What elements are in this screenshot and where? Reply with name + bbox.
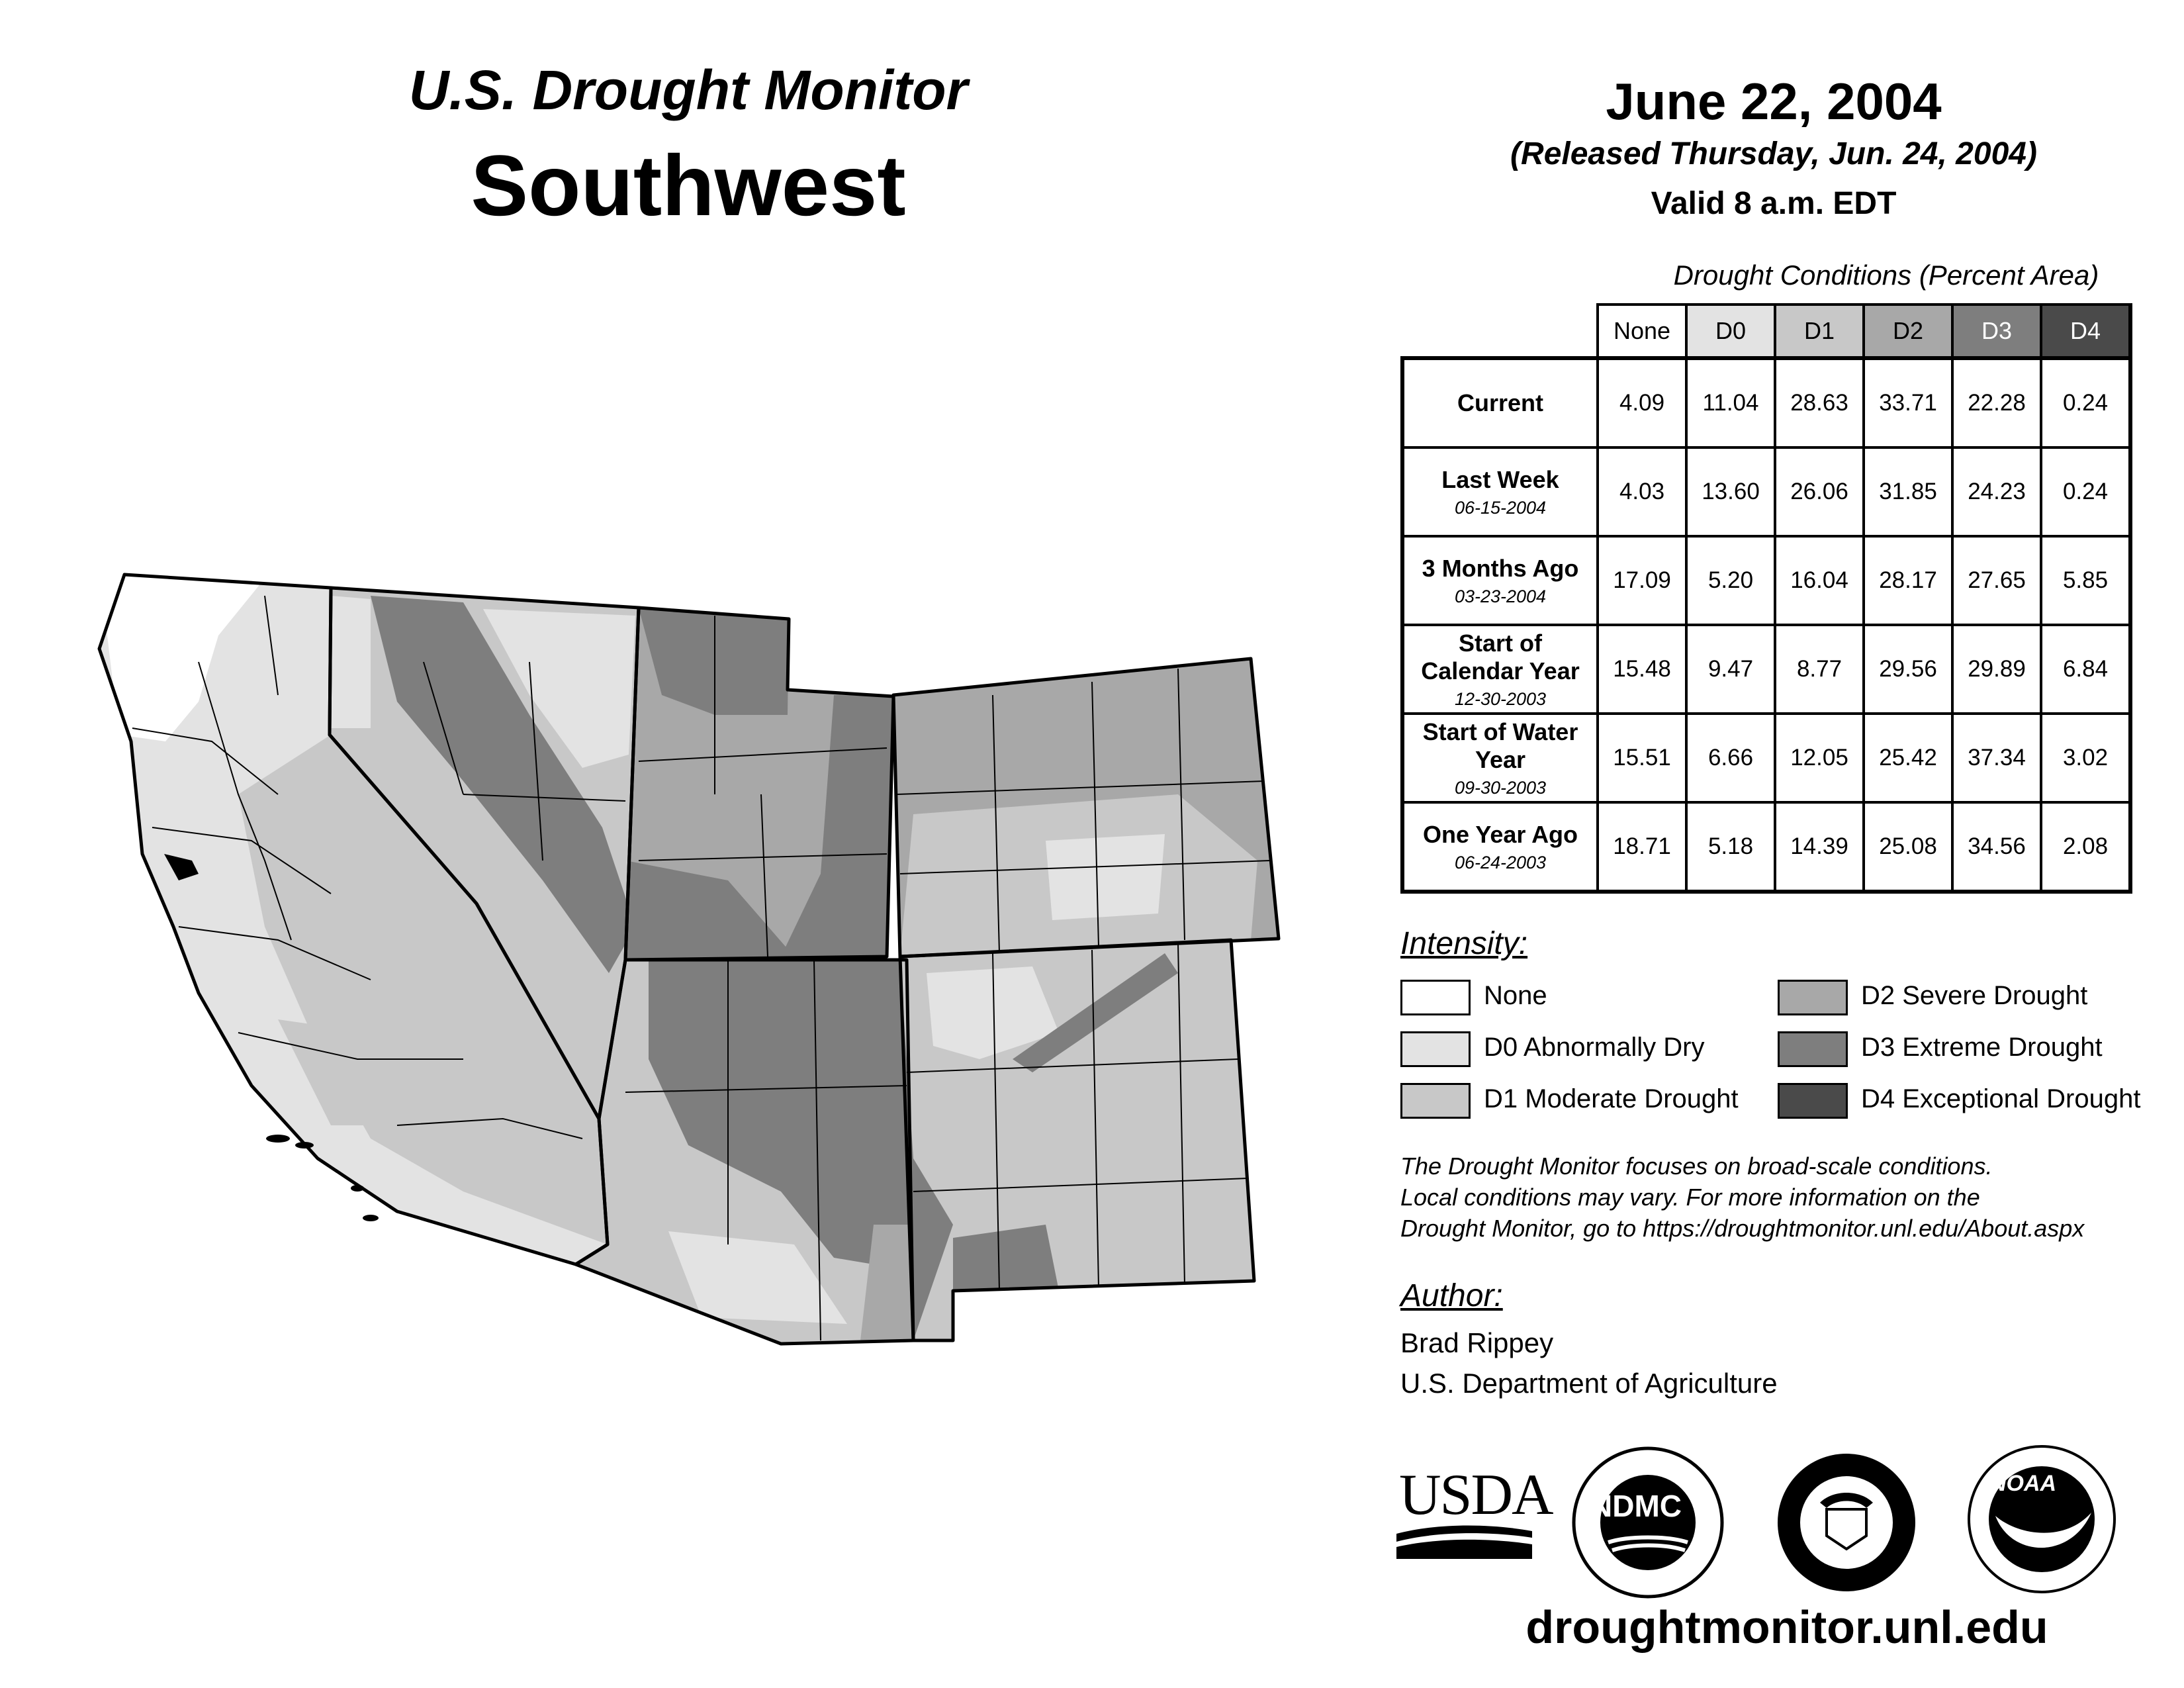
table-cell: 6.66 <box>1686 714 1775 802</box>
table-cell: 25.42 <box>1864 714 1952 802</box>
legend-swatch <box>1400 1083 1471 1119</box>
legend-title: Intensity: <box>1400 926 1528 961</box>
row-label: One Year Ago 06-24-2003 <box>1402 802 1598 892</box>
legend-label: D0 Abnormally Dry <box>1484 1033 1705 1062</box>
table-cell: 3.02 <box>2041 714 2130 802</box>
table-cell: 18.71 <box>1598 802 1686 892</box>
legend-swatch <box>1778 980 1848 1015</box>
table-row <box>1402 802 2130 892</box>
table-cell: 5.20 <box>1686 536 1775 625</box>
title-line: U.S. Drought Monitor <box>408 59 968 121</box>
table-cell: 9.47 <box>1686 625 1775 714</box>
drought-conditions-table <box>1400 303 2132 894</box>
table-row <box>1402 447 2130 536</box>
table-cell: 34.56 <box>1952 802 2041 892</box>
table-cell: 13.60 <box>1686 447 1775 536</box>
table-header-row <box>1402 305 2130 358</box>
table-row <box>1402 714 2130 802</box>
table-cell: 22.28 <box>1952 358 2041 447</box>
legend-label: D4 Exceptional Drought <box>1861 1084 2141 1113</box>
state-colorado <box>893 659 1279 957</box>
table-cell: 26.06 <box>1775 447 1864 536</box>
table-cell: 4.03 <box>1598 447 1686 536</box>
table-cell: 31.85 <box>1864 447 1952 536</box>
release-date: (Released Thursday, Jun. 24, 2004) <box>1510 136 2037 171</box>
map-date: June 22, 2004 <box>1606 72 1942 130</box>
legend-swatch <box>1400 1031 1471 1067</box>
author-title: Author: <box>1400 1278 1503 1313</box>
column-header-none: None <box>1598 305 1686 358</box>
table-cell: 33.71 <box>1864 358 1952 447</box>
commerce-seal-icon <box>1774 1450 1919 1595</box>
table-row <box>1402 536 2130 625</box>
table-cell: 5.18 <box>1686 802 1775 892</box>
author-org: U.S. Department of Agriculture <box>1400 1368 1778 1399</box>
state-arizona <box>576 960 913 1344</box>
table-cell: 28.17 <box>1864 536 1952 625</box>
table-cell: 17.09 <box>1598 536 1686 625</box>
legend-label: None <box>1484 981 1547 1010</box>
table-row <box>1402 358 2130 447</box>
table-cell: 15.51 <box>1598 714 1686 802</box>
table-cell: 8.77 <box>1775 625 1864 714</box>
table-cell: 12.05 <box>1775 714 1864 802</box>
table-cell: 24.23 <box>1952 447 2041 536</box>
noaa-logo-text: NOAA <box>1989 1471 2057 1496</box>
usda-logo-text: USDA <box>1399 1463 1553 1527</box>
table-cell: 29.89 <box>1952 625 2041 714</box>
legend-swatch <box>1400 980 1471 1015</box>
ndmc-logo-text: NDMC <box>1590 1489 1682 1523</box>
legend-label: D2 Severe Drought <box>1861 981 2088 1010</box>
table-cell: 14.39 <box>1775 802 1864 892</box>
state-utah <box>625 608 893 960</box>
table-cell: 29.56 <box>1864 625 1952 714</box>
table-cell: 28.63 <box>1775 358 1864 447</box>
row-label: 3 Months Ago 03-23-2004 <box>1402 536 1598 625</box>
table-cell: 2.08 <box>2041 802 2130 892</box>
state-new-mexico <box>900 940 1254 1340</box>
table-corner <box>1402 305 1598 358</box>
column-header-d1: D1 <box>1775 305 1864 358</box>
row-label: Start of Water Year 09-30-2003 <box>1402 714 1598 802</box>
table-cell: 0.24 <box>2041 358 2130 447</box>
table-row <box>1402 625 2130 714</box>
disclaimer-line: The Drought Monitor focuses on broad-scale conditions. <box>1400 1152 1993 1180</box>
table-cell: 5.85 <box>2041 536 2130 625</box>
legend-label: D1 Moderate Drought <box>1484 1084 1739 1113</box>
table-cell: 16.04 <box>1775 536 1864 625</box>
row-label: Current <box>1402 358 1598 447</box>
table-cell: 11.04 <box>1686 358 1775 447</box>
table-cell: 27.65 <box>1952 536 2041 625</box>
noaa-seal-icon <box>1966 1443 2118 1595</box>
disclaimer-line: Drought Monitor, go to https://droughtmonitor.unl.edu/About.aspx <box>1400 1215 2085 1242</box>
table-cell: 25.08 <box>1864 802 1952 892</box>
disclaimer <box>1400 1150 2181 1244</box>
table-cell: 37.34 <box>1952 714 2041 802</box>
legend-label: D3 Extreme Drought <box>1861 1033 2103 1062</box>
disclaimer-line: Local conditions may vary. For more information on the <box>1400 1184 1980 1211</box>
table-cell: 4.09 <box>1598 358 1686 447</box>
legend-swatch <box>1778 1083 1848 1119</box>
valid-time: Valid 8 a.m. EDT <box>1651 186 1897 221</box>
author-name: Brad Rippey <box>1400 1327 1554 1358</box>
website-url: droughtmonitor.unl.edu <box>1525 1601 2048 1653</box>
column-header-d0: D0 <box>1686 305 1775 358</box>
table-caption: Drought Conditions (Percent Area) <box>1673 259 2099 291</box>
column-header-d3: D3 <box>1952 305 2041 358</box>
row-label: Start of Calendar Year 12-30-2003 <box>1402 625 1598 714</box>
table-cell: 15.48 <box>1598 625 1686 714</box>
column-header-d4: D4 <box>2041 305 2130 358</box>
table-cell: 0.24 <box>2041 447 2130 536</box>
column-header-d2: D2 <box>1864 305 1952 358</box>
table-cell: 6.84 <box>2041 625 2130 714</box>
row-label: Last Week 06-15-2004 <box>1402 447 1598 536</box>
legend-swatch <box>1778 1031 1848 1067</box>
region-title: Southwest <box>471 137 906 234</box>
